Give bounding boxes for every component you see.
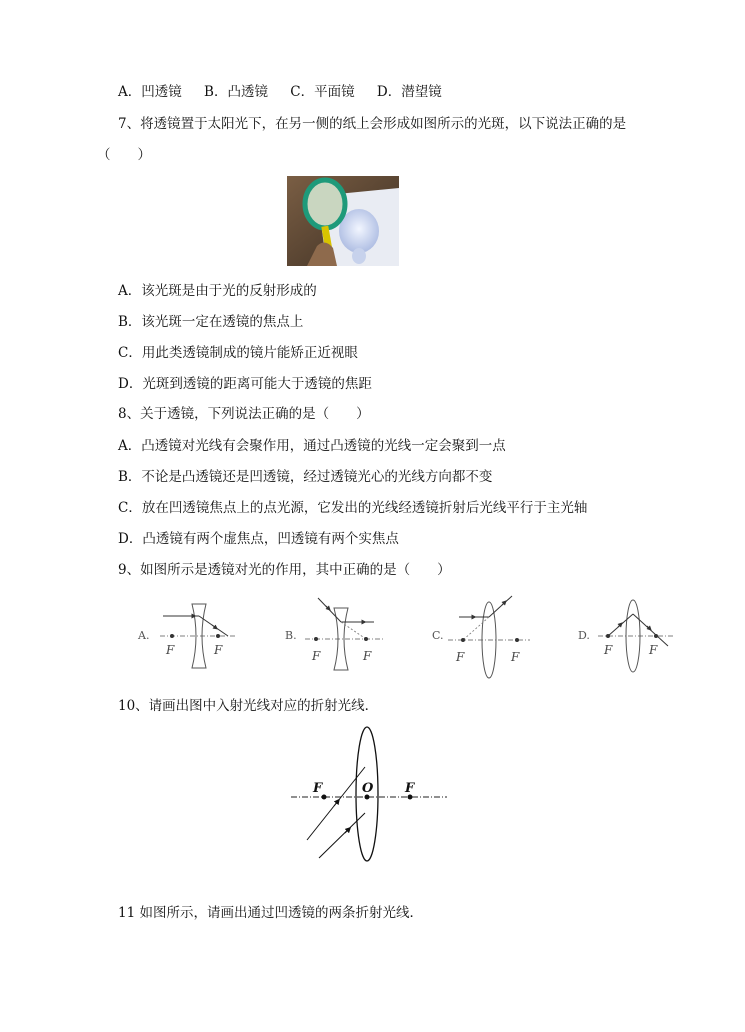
- q9-figure-c-focus-left: F: [456, 650, 465, 664]
- q10-convex-lens-diagram: [285, 724, 455, 864]
- q8-option-b: B．不论是凸透镜还是凹透镜，经过透镜光心的光线方向都不变: [118, 469, 493, 485]
- magnifier-light-spot-image: [287, 176, 399, 266]
- q8-option-a: A．凸透镜对光线有会聚作用，通过凸透镜的光线一定会聚到一点: [118, 438, 506, 454]
- q10-focus-left-label: F: [313, 781, 323, 796]
- q9-figure-d-focus-right: F: [649, 643, 658, 657]
- q8-option-c: C．放在凹透镜焦点上的点光源，它发出的光线经透镜折射后光线平行于主光轴: [118, 500, 588, 516]
- q9-figure-d: [578, 600, 675, 672]
- q9-figure-c-label: C.: [432, 629, 444, 642]
- q6-option-a: A．凹透镜: [118, 84, 182, 100]
- q7-option-c: C．用此类透镜制成的镜片能矫正近视眼: [118, 345, 358, 361]
- q6-options: [118, 83, 460, 101]
- q9-figure-b-label: B.: [285, 629, 297, 642]
- q7-option-b: B．该光斑一定在透镜的焦点上: [118, 314, 304, 330]
- q10-focus-right-label: F: [405, 781, 415, 796]
- q8-option-d: D．凸透镜有两个虚焦点，凹透镜有两个实焦点: [118, 531, 399, 547]
- q6-option-d: D．潜望镜: [376, 84, 442, 100]
- q7-option-d: D．光斑到透镜的距离可能大于透镜的焦距: [118, 376, 372, 392]
- q9-figure-c: [432, 596, 530, 678]
- q8-stem: 8、关于透镜，下列说法正确的是（ ）: [118, 406, 370, 422]
- q9-figure-d-focus-left: F: [604, 643, 613, 657]
- q9-figure-a-label: A.: [138, 629, 150, 642]
- q6-option-b: B．凸透镜: [204, 84, 268, 100]
- q7-option-a: A．该光斑是由于光的反射形成的: [118, 283, 317, 299]
- q6-option-c: C．平面镜: [290, 84, 355, 100]
- q9-figure-b-focus-right: F: [363, 649, 372, 663]
- q9-lens-diagrams: [130, 594, 690, 684]
- q9-figure-d-label: D.: [578, 629, 590, 642]
- q9-figure-a-focus-right: F: [214, 643, 223, 657]
- q9-stem: 9、如图所示是透镜对光的作用，其中正确的是（ ）: [118, 562, 451, 578]
- q10-optical-center-label: O: [362, 781, 374, 796]
- q9-figure-c-focus-right: F: [511, 650, 520, 664]
- q9-figure-a-focus-left: F: [166, 643, 175, 657]
- q7-blank: （ ）: [97, 147, 151, 163]
- q7-stem: 7、将透镜置于太阳光下，在另一侧的纸上会形成如图所示的光斑，以下说法正确的是: [118, 116, 627, 132]
- q11-stem: 11 如图所示，请画出通过凹透镜的两条折射光线．: [118, 905, 423, 921]
- q9-figure-b: [285, 598, 385, 670]
- q9-figure-b-focus-left: F: [312, 649, 321, 663]
- q10-stem: 10、请画出图中入射光线对应的折射光线．: [118, 698, 379, 714]
- q9-figure-a: [137, 604, 235, 668]
- magnifier-photo: [287, 176, 399, 266]
